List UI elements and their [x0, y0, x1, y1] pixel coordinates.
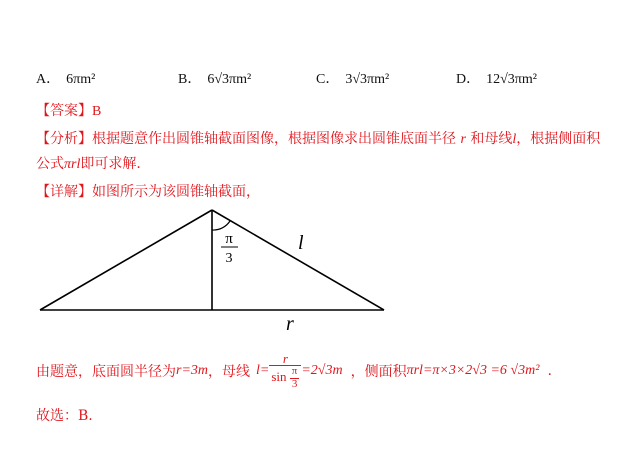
slant-label-l: l — [298, 232, 304, 254]
analysis-text-2b: 即可求解. — [80, 156, 141, 172]
angle-numerator: π — [225, 231, 233, 247]
solution-area-expr: πrl=π×3×2√3 =6 √3m² — [406, 363, 540, 378]
option-c-value: 3√3πm² — [345, 72, 390, 87]
solution-text-4: . — [547, 363, 552, 379]
analysis-var-r: r — [460, 132, 466, 147]
solution-l-lhs: l= — [256, 363, 270, 378]
solution-frac-denominator — [269, 366, 301, 390]
detail-label: 【详解】 — [36, 184, 92, 200]
angle-denominator: 3 — [225, 251, 233, 266]
analysis-label: 【分析】 — [36, 131, 92, 147]
solution-sin-denominator: 3 — [291, 377, 298, 390]
analysis-var-l: l — [512, 132, 517, 147]
option-d-value: 12√3πm² — [486, 72, 537, 87]
analysis-text-1c: ，根据侧面积 — [516, 131, 601, 147]
solution-l-rhs: =2√3m — [301, 363, 343, 378]
analysis-formula: πrl — [64, 157, 81, 172]
solution-sin: sin — [271, 369, 287, 385]
detail-text: 如图所示为该圆锥轴截面， — [92, 184, 260, 200]
answer-value: B — [92, 104, 102, 119]
option-d-letter: D． — [456, 72, 481, 87]
option-a-value: 6πm² — [66, 72, 96, 87]
solution-text-3: ，侧面积 — [350, 364, 407, 380]
option-b-letter: B． — [178, 72, 202, 87]
solution-sin-numerator: π — [291, 365, 298, 378]
angle-arc — [212, 221, 230, 230]
analysis-text-2a: 公式 — [36, 156, 64, 172]
analysis-text-1a: 根据题意作出圆锥轴截面图像，根据图像求出圆锥底面半径 — [92, 131, 456, 147]
solution-r-expr: r=3m — [176, 363, 209, 378]
solution-l-fraction — [269, 352, 301, 391]
solution-line — [36, 350, 552, 392]
option-c-letter: C． — [316, 72, 340, 87]
solution-text-1: 由题意，底面圆半径为 — [36, 364, 176, 380]
option-b-value: 6√3πm² — [207, 72, 252, 87]
analysis-text-1b: 和母线 — [470, 131, 513, 147]
answer-label: 【答案】 — [36, 103, 92, 119]
option-a-letter: A． — [36, 72, 61, 87]
solution-frac-numerator: r — [269, 352, 301, 367]
right-slant-edge — [212, 210, 384, 310]
left-slant-edge — [40, 210, 212, 310]
solution-sin-fraction — [290, 366, 300, 390]
base-label-r: r — [286, 313, 294, 335]
solution-text-2: ，母线 — [208, 364, 251, 380]
conclusion-line: 故选：B. — [36, 408, 93, 424]
